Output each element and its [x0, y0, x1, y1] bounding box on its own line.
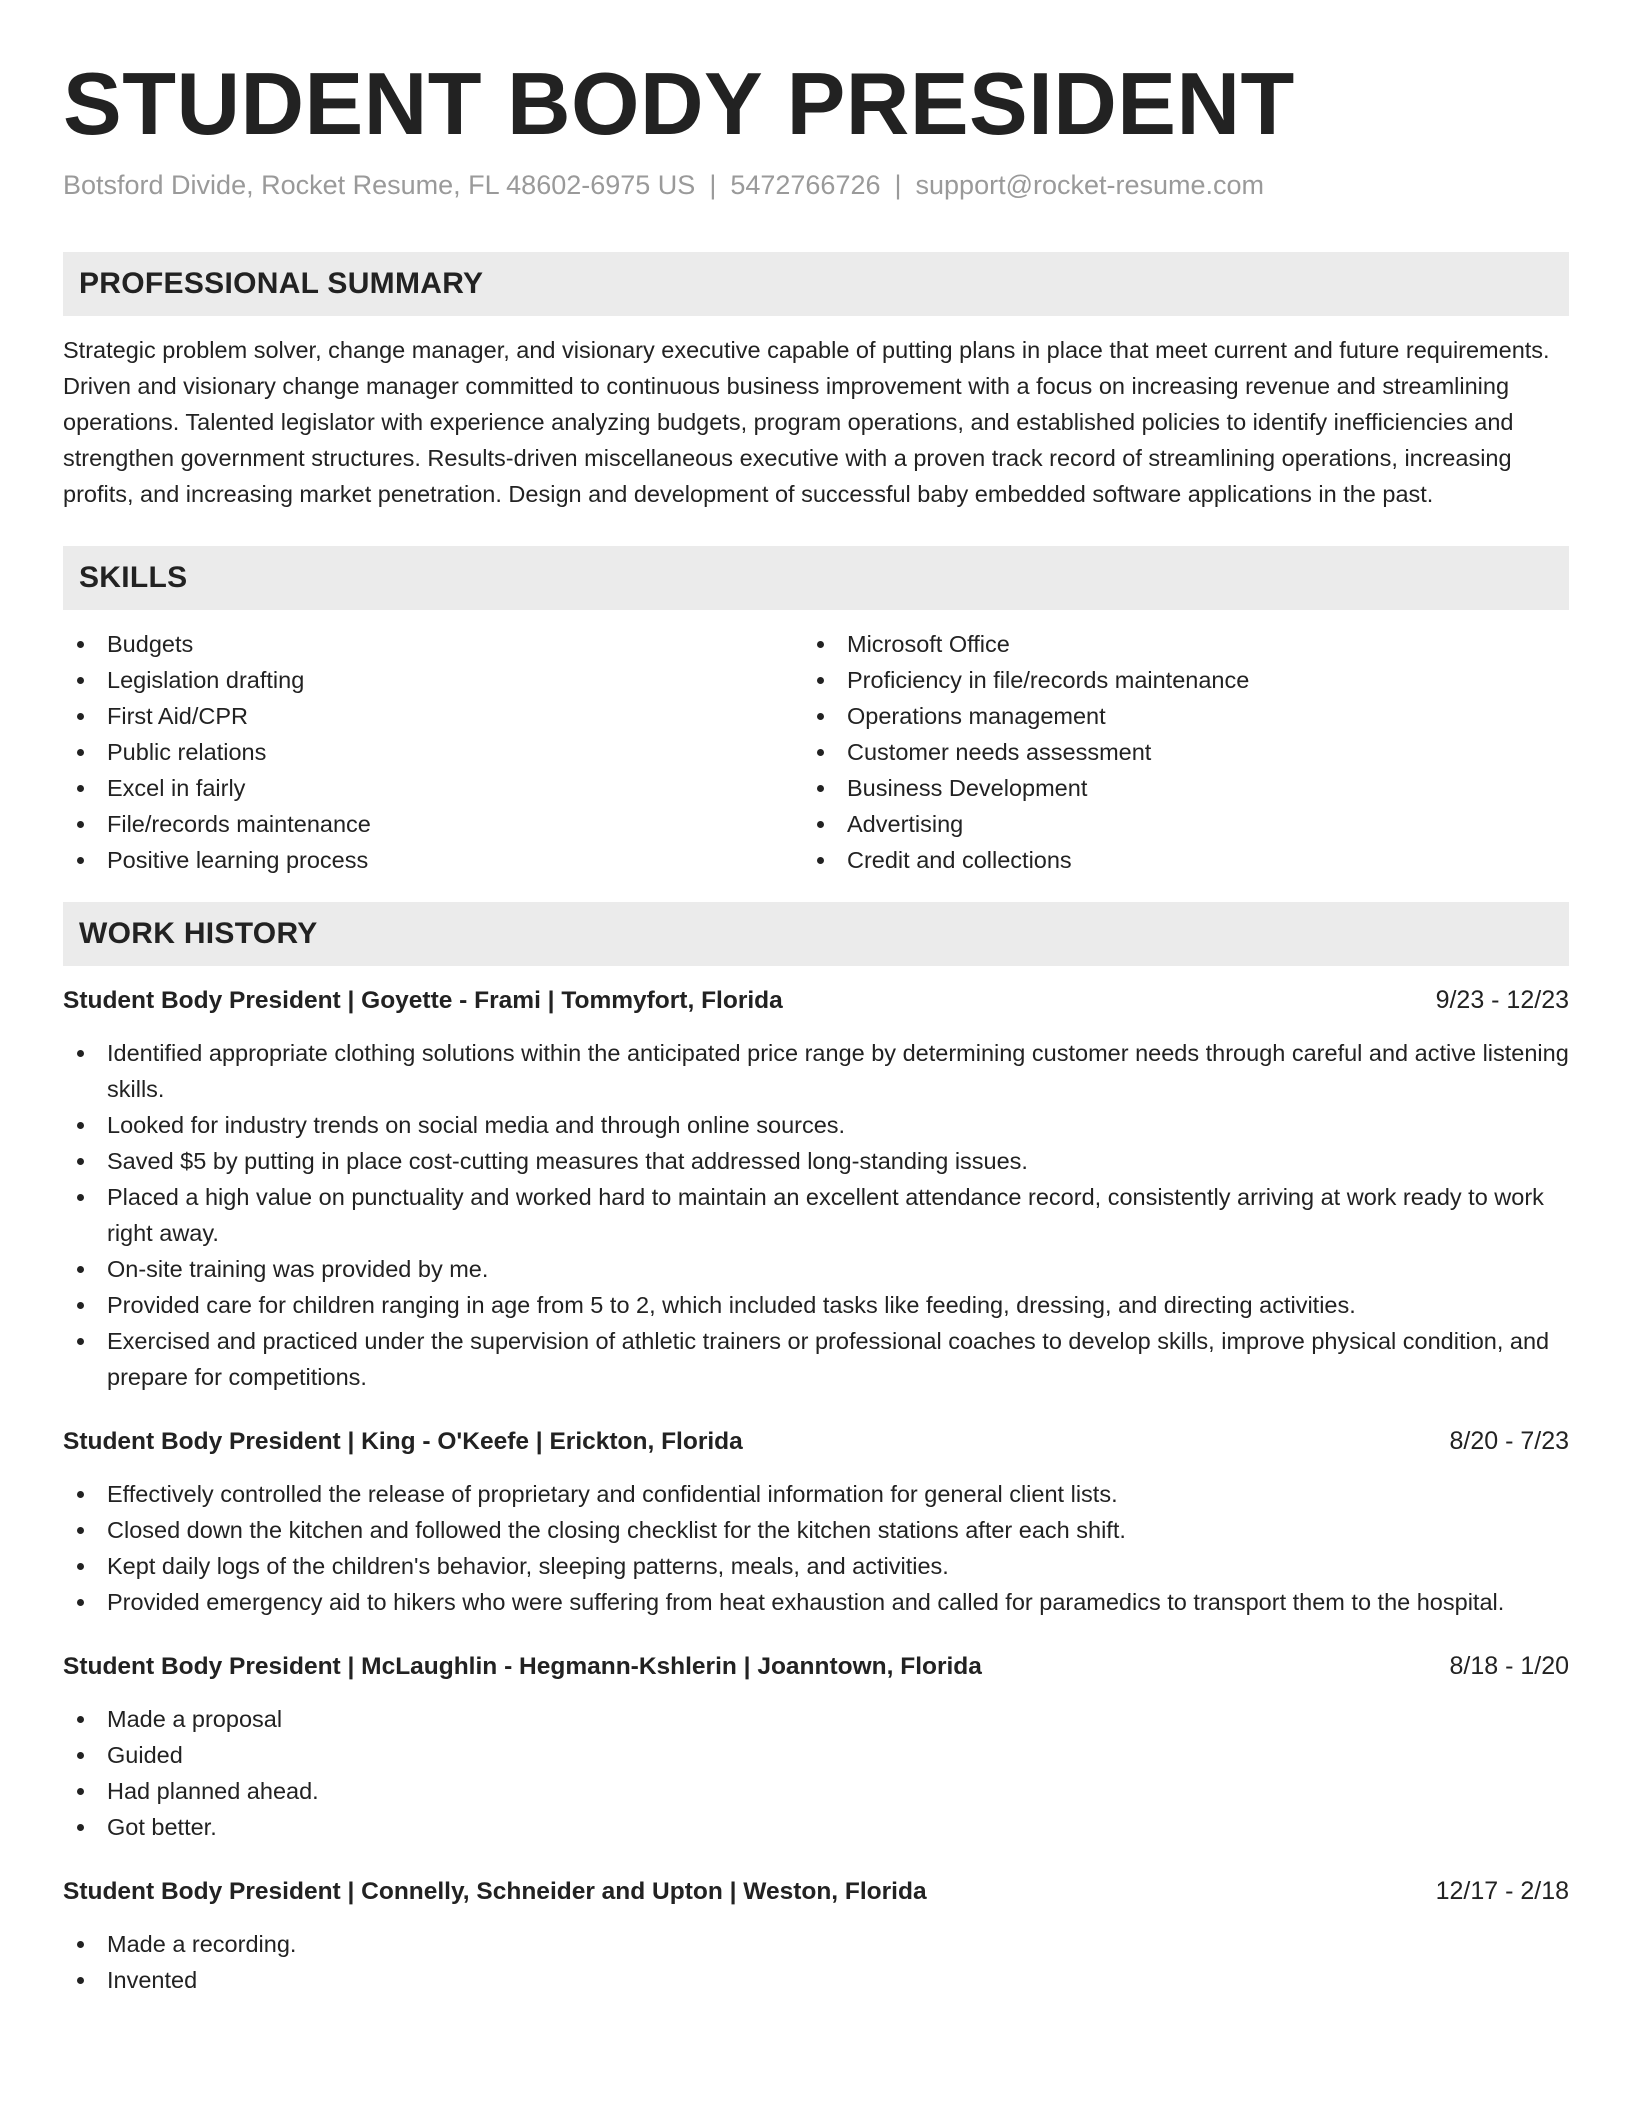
section-header-professional-summary: PROFESSIONAL SUMMARY [63, 252, 1569, 316]
job-heading: Student Body President | McLaughlin - Hegmann-Kshlerin | Joanntown, Florida [63, 1653, 982, 1680]
job-bullet: Provided care for children ranging in age from 5 to 2, which included tasks like feeding, dressing, and directing activities. [63, 1287, 1569, 1323]
skill-item: Positive learning process [63, 842, 803, 878]
job-dates: 12/17 - 2/18 [1435, 1877, 1569, 1905]
job-bullet: Identified appropriate clothing solutions within the anticipated price range by determining customer needs through careful and active listening skills. [63, 1035, 1569, 1107]
job-heading-row [63, 1648, 1569, 1685]
job-heading-row [63, 1873, 1569, 1910]
section-header-skills: SKILLS [63, 546, 1569, 610]
skill-item: First Aid/CPR [63, 698, 803, 734]
skill-item: Customer needs assessment [803, 734, 1569, 770]
contact-email: support@rocket-resume.com [915, 170, 1265, 200]
job-bullet: Made a proposal [63, 1701, 1569, 1737]
job-dates: 8/18 - 1/20 [1449, 1652, 1569, 1680]
skill-item: Public relations [63, 734, 803, 770]
job-entry [63, 1423, 1569, 1620]
job-bullet: Invented [63, 1962, 1569, 1998]
job-bullet: Kept daily logs of the children's behavior, sleeping patterns, meals, and activities. [63, 1548, 1569, 1584]
skill-item: Business Development [803, 770, 1569, 806]
job-entry [63, 982, 1569, 1395]
skill-item: Advertising [803, 806, 1569, 842]
skill-item: Microsoft Office [803, 626, 1569, 662]
job-bullets [63, 1701, 1569, 1845]
skill-item: Operations management [803, 698, 1569, 734]
job-bullet: Looked for industry trends on social media and through online sources. [63, 1107, 1569, 1143]
skill-item: Credit and collections [803, 842, 1569, 878]
job-bullet: Provided emergency aid to hikers who were suffering from heat exhaustion and called for paramedics to transport them to the hospital. [63, 1584, 1569, 1620]
job-bullet: Exercised and practiced under the supervision of athletic trainers or professional coaches to develop skills, improve physical condition, and prepare for competitions. [63, 1323, 1569, 1395]
job-heading: Student Body President | Goyette - Frami | Tommyfort, Florida [63, 987, 783, 1014]
contact-separator: | [894, 170, 902, 200]
skills-list-right [803, 626, 1569, 878]
job-heading: Student Body President | Connelly, Schneider and Upton | Weston, Florida [63, 1878, 927, 1905]
job-bullets [63, 1926, 1569, 1998]
skill-item: Proficiency in file/records maintenance [803, 662, 1569, 698]
job-bullet: Made a recording. [63, 1926, 1569, 1962]
professional-summary-text: Strategic problem solver, change manager, and visionary executive capable of putting plans in place that meet current and future requirements. Driven and visionary change manager committed to continuous business improvement with a focus on increasing revenue and streamlining operations. Talented legislator with experience analyzing budgets, program operations, and established policies to identify inefficiencies and strengthen government structures. Results-driven miscellaneous executive with a proven track record of streamlining operations, increasing profits, and increasing market penetration. Design and development of successful baby embedded software applications in the past. [63, 337, 1550, 507]
contact-line [63, 168, 1569, 202]
job-dates: 8/20 - 7/23 [1449, 1427, 1569, 1455]
job-bullet: Guided [63, 1737, 1569, 1773]
skill-item: Budgets [63, 626, 803, 662]
job-heading: Student Body President | King - O'Keefe | Erickton, Florida [63, 1428, 743, 1455]
job-bullet: Effectively controlled the release of proprietary and confidential information for general client lists. [63, 1476, 1569, 1512]
skills-columns [63, 626, 1569, 878]
skill-item: Legislation drafting [63, 662, 803, 698]
job-bullet: Got better. [63, 1809, 1569, 1845]
job-bullets [63, 1476, 1569, 1620]
job-bullets [63, 1035, 1569, 1395]
job-heading-row [63, 982, 1569, 1019]
job-heading-row [63, 1423, 1569, 1460]
section-header-work-history: WORK HISTORY [63, 902, 1569, 966]
contact-separator: | [709, 170, 717, 200]
job-bullet: Had planned ahead. [63, 1773, 1569, 1809]
contact-phone: 5472766726 [730, 170, 881, 200]
skill-item: File/records maintenance [63, 806, 803, 842]
job-bullet: Placed a high value on punctuality and worked hard to maintain an excellent attendance record, consistently arriving at work ready to work right away. [63, 1179, 1569, 1251]
job-bullet: Closed down the kitchen and followed the closing checklist for the kitchen stations after each shift. [63, 1512, 1569, 1548]
contact-address: Botsford Divide, Rocket Resume, FL 48602-6975 US [63, 170, 696, 200]
job-entry [63, 1873, 1569, 1998]
job-bullet: Saved $5 by putting in place cost-cutting measures that addressed long-standing issues. [63, 1143, 1569, 1179]
job-dates: 9/23 - 12/23 [1435, 986, 1569, 1014]
skills-list-left [63, 626, 803, 878]
job-entry [63, 1648, 1569, 1845]
resume-name: STUDENT BODY PRESIDENT [63, 54, 1295, 153]
job-bullet: On-site training was provided by me. [63, 1251, 1569, 1287]
skill-item: Excel in fairly [63, 770, 803, 806]
